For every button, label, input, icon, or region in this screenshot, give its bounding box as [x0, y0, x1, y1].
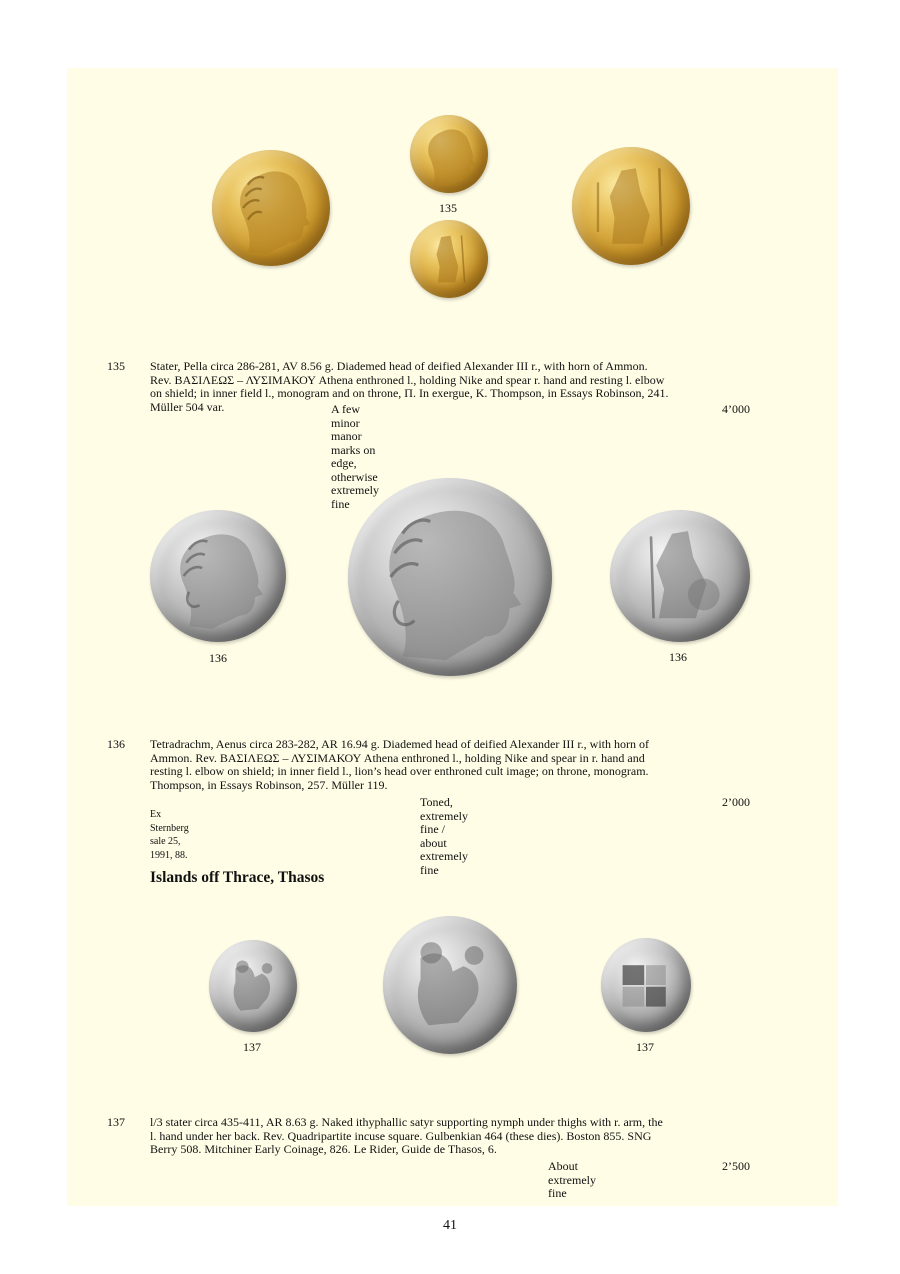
head-profile-icon: [348, 478, 552, 676]
coin-136-reverse: [610, 510, 750, 642]
coin-135-obverse-large: [212, 150, 330, 266]
coin-135-reverse-large: [572, 147, 690, 265]
athena-enthroned-icon: [572, 147, 690, 265]
coin-137-obverse-large: [383, 916, 517, 1054]
lot-number: 135: [107, 359, 125, 373]
image-label-137-left: 137: [243, 1040, 261, 1054]
description-line: Berry 508. Mitchiner Early Coinage, 826. Le Rider, Guide de Thasos, 6.: [150, 1142, 497, 1156]
athena-enthroned-icon: [410, 220, 488, 298]
head-profile-icon: [410, 115, 488, 193]
description-line: Thompson, in Essays Robinson, 257. Müller 119.: [150, 777, 388, 792]
image-label-136-right: 136: [669, 650, 687, 664]
section-heading: Islands off Thrace, Thasos: [150, 869, 325, 886]
description-line: resting l. elbow on shield; in inner field l., lion’s head over enthroned cult image; on throne, monogram.: [150, 764, 649, 778]
coin-137-obverse-small: [209, 940, 297, 1032]
coin-137-reverse: [601, 938, 691, 1032]
satyr-nymph-icon: [209, 940, 297, 1032]
lot-condition: Toned, extremely fine / about extremely fine: [420, 795, 468, 877]
description-line: Ammon. Rev. ΒΑΣΙΛΕΩΣ – ΛΥΣΙΜΑΚΟΥ Athena enthroned l., holding Nike and spear in r. hand and: [150, 750, 645, 765]
description-line: l/3 stater circa 435-411, AR 8.63 g. Naked ithyphallic satyr supporting nymph under thighs with r. arm, the: [150, 1115, 663, 1129]
coin-136-obverse-small: [150, 510, 286, 642]
description-line: l. hand under her back. Rev. Quadripartite incuse square. Gulbenkian 464 (these dies). Boston 855. SNG: [150, 1128, 652, 1143]
lot-description: [150, 360, 750, 414]
page-number: 41: [443, 1218, 457, 1233]
athena-enthroned-icon: [610, 510, 750, 642]
image-label-137-right: 137: [636, 1040, 654, 1054]
description-line: Stater, Pella circa 286-281, AV 8.56 g. Diademed head of deified Alexander III r., with horn of Ammon.: [150, 359, 648, 373]
head-profile-icon: [150, 510, 286, 642]
lot-estimate: 2’500: [722, 1159, 750, 1173]
satyr-nymph-icon: [383, 916, 517, 1054]
image-label-136-left: 136: [209, 651, 227, 665]
description-line: Müller 504 var.: [150, 399, 225, 414]
lot-condition: About extremely fine: [548, 1159, 596, 1200]
lot-description: [150, 1116, 750, 1157]
lot-estimate: 4’000: [722, 402, 750, 416]
coin-136-obverse-large: [348, 478, 552, 676]
lot-number: 137: [107, 1115, 125, 1129]
description-line: Rev. ΒΑΣΙΛΕΩΣ – ΛΥΣΙΜΑΚΟΥ Athena enthroned l., holding Nike and spear r. hand and resting l. elbow: [150, 372, 665, 387]
image-label-135: 135: [439, 201, 457, 215]
coin-135-reverse-small: [410, 220, 488, 298]
head-profile-icon: [212, 150, 330, 266]
description-line: Tetradrachm, Aenus circa 283-282, AR 16.94 g. Diademed head of deified Alexander III r., with horn of: [150, 737, 650, 751]
lot-condition: A few minor manor marks on edge, otherwise extremely fine: [331, 402, 379, 511]
description-line: on shield; in inner field l., monogram and on throne, Π. In exergue, K. Thompson, in Essays Robinson, 241.: [150, 386, 669, 400]
lot-description: [150, 738, 750, 792]
lot-provenance: Ex Sternberg sale 25, 1991, 88.: [150, 809, 189, 861]
coin-135-obverse-small: [410, 115, 488, 193]
incuse-square-icon: [601, 938, 691, 1032]
lot-estimate: 2’000: [722, 795, 750, 809]
lot-number: 136: [107, 737, 125, 751]
